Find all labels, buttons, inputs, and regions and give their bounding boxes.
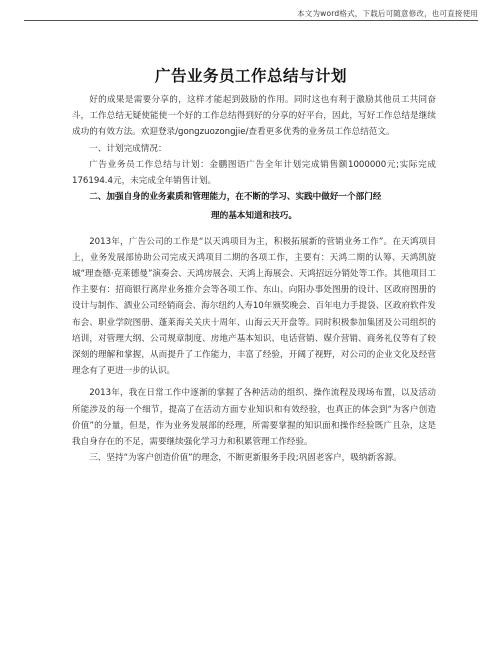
section-2-paragraph-1: 2013年，广告公司的工作是“以天鸿项目为主，积极拓展新的营销业务工作”。在天鸿项目上，业务发展部协助公司完成天鸿项目二期的各项工作，主要有：天鸿二期的认筹、天鸿凯旋城“理查德·克莱德曼”演奏会、天鸿房展会、天鸿上海展会、天鸿招远分销处等工作。其他项目工作主要有：招商银行离岸业务推介会等各项工作、东山、向阳办事处图册的设计、区政府图册的设计与制作、酒业公司经销商会、海尔纽约人寿10年颁奖晚会、百年电力手提袋、区政府软件发布会、职业学院图册、蓬莱海关关庆十周年、山海云天开盘等。同时积极参加集团及公司组织的培训，对管理大纲、公司规章制度、房地产基本知识、电话营销、媒介营销、商务礼仪等有了较深刻的理解和掌握，从而提升了工作能力，丰富了经验，开阔了视野，对公司的企业文化及经营理念有了更进一步的认识。: [72, 236, 436, 377]
section-2-heading: 二、加强自身的业务素质和管理能力，在不断的学习、实践中做好一个部门经: [89, 192, 382, 203]
header-divider: [24, 20, 478, 21]
document-title: 广告业务员工作总结与计划: [154, 67, 347, 85]
section-1-heading: 一、计划完成情况：: [89, 143, 167, 154]
document-body: [72, 92, 436, 466]
intro-paragraph: 好的成果是需要分享的，这样才能起到鼓励的作用。同时这也有利于激励其他员工共同奋斗，工作总结无疑使能使一个好的工作总结得到好的分享的好平台，因此，写好工作总结是继续成功的有效方法。欢迎登录/gongzuozongjie/查看更多优秀的业务员工作总结范文。: [72, 95, 436, 138]
section-1-paragraph: 广告业务员工作总结与计划：金鹏图语广告全年计划完成销售额1000000元;实际完成176194.4元，未完成全年销售计划。: [72, 159, 436, 187]
section-2-heading-continued: 理的基本知道和技巧。: [211, 211, 297, 222]
header-note: 本文为word格式，下载后可随意修改，也可直接使用: [297, 9, 478, 18]
section-2-paragraph-2: 2013年，我在日常工作中逐渐的掌握了各种活动的组织、操作流程及现场布置，以及活动所能涉及的每一个细节，提高了在活动方面专业知识和有效经验，也真正的体会到“为客户创造价值”的分量，但是，作为业务发展部的经理，所需要掌握的知识面和操作经验既广且杂，这是我自身存在的不足，需要继续强化学习力和积累管理工作经验。: [72, 388, 436, 448]
section-3-heading: 三、坚持“为客户创造价值”的理念，不断更新服务手段;巩固老客户，吸纳新客源。: [89, 453, 402, 464]
